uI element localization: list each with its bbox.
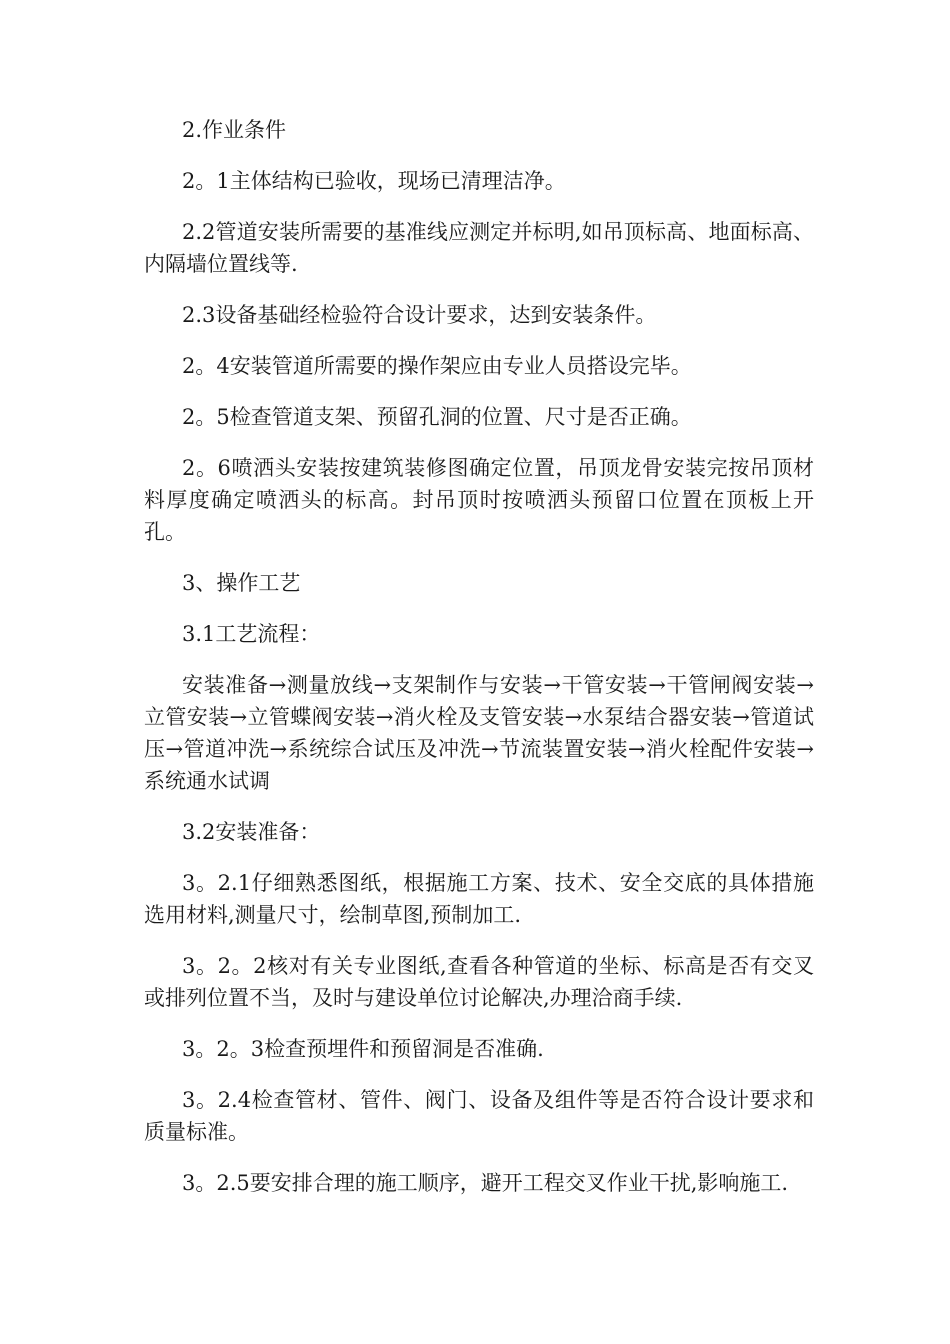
section-heading-work-conditions: 2.作业条件 <box>182 118 287 142</box>
process-flow-text: 安装准备→测量放线→支架制作与安装→干管安装→干管闸阀安装→立管安装→立管蝶阀安装→消火栓及支管安装→水泵结合器安装→管道试压→管道冲洗→系统综合试压及冲洗→节流装置安装→消火栓配件安装→系统通水试调 <box>144 673 814 793</box>
paragraph-2-4: 2。4安装管道所需要的操作架应由专业人员搭设完毕。 <box>182 354 692 378</box>
paragraph-2-1: 2。1主体结构已验收，现场已清理洁净。 <box>182 169 566 193</box>
paragraph-2-6: 2。6喷洒头安装按建筑装修图确定位置，吊顶龙骨安装完按吊顶材料厚度确定喷洒头的标高。封吊顶时按喷洒头预留口位置在顶板上开孔。 <box>144 456 814 544</box>
paragraph-3-2-1: 3。2.1仔细熟悉图纸，根据施工方案、技术、安全交底的具体措施选用材料,测量尺寸，绘制草图,预制加工. <box>144 871 814 927</box>
paragraph-3-2-2: 3。2。2核对有关专业图纸,查看各种管道的坐标、标高是否有交叉或排列位置不当，及时与建设单位讨论解决,办理洽商手续. <box>144 954 814 1010</box>
paragraph-3-2-3: 3。2。3检查预埋件和预留洞是否准确. <box>182 1037 544 1061</box>
paragraph-2-3: 2.3设备基础经检验符合设计要求，达到安装条件。 <box>182 303 657 327</box>
paragraph-2-5: 2。5检查管道支架、预留孔洞的位置、尺寸是否正确。 <box>182 405 692 429</box>
paragraph-3-2-heading: 3.2安装准备： <box>182 820 321 844</box>
section-heading-operation-process: 3、操作工艺 <box>182 571 301 595</box>
paragraph-3-2-5: 3。2.5要安排合理的施工顺序，避开工程交叉作业干扰,影响施工. <box>182 1171 789 1195</box>
paragraph-3-2-4: 3。2.4检查管材、管件、阀门、设备及组件等是否符合设计要求和质量标准。 <box>144 1088 814 1144</box>
paragraph-3-1-heading: 3.1工艺流程： <box>182 622 321 646</box>
document-body <box>144 114 814 1218</box>
paragraph-2-2: 2.2管道安装所需要的基准线应测定并标明,如吊顶标高、地面标高、内隔墙位置线等. <box>144 220 814 276</box>
